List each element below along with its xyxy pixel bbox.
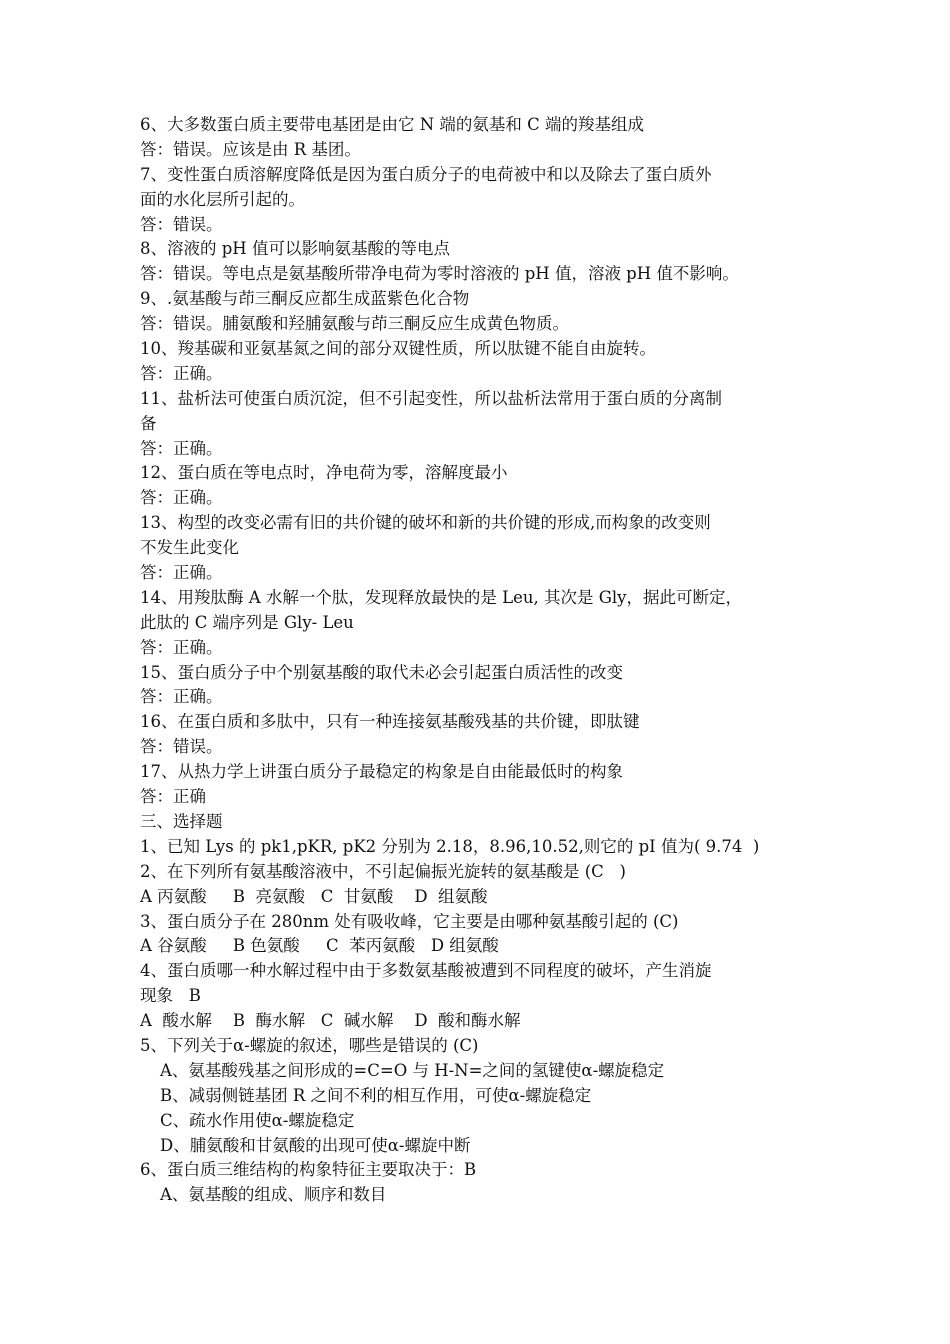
text-line: 答：错误。 [140,737,223,757]
document-page [140,113,820,1208]
text-line: 2、在下列所有氨基酸溶液中，不引起偏振光旋转的氨基酸是 (C ) [140,861,626,881]
text-line: 答：错误。脯氨酸和羟脯氨酸与茚三酮反应生成黄色物质。 [140,314,569,334]
text-line: 答：正确。 [140,363,223,383]
text-line: 3、蛋白质分子在 280nm 处有吸收峰，它主要是由哪种氨基酸引起的 (C) [140,911,679,931]
text-line: 备 [140,413,157,433]
text-line: 15、蛋白质分子中个别氨基酸的取代未必会引起蛋白质活性的改变 [140,662,623,682]
text-line: A 谷氨酸 B 色氨酸 C 苯丙氨酸 D 组氨酸 [140,936,499,956]
text-line: 13、构型的改变必需有旧的共价键的破坏和新的共价键的形成,而构象的改变则 [140,513,711,533]
text-line: 面的水化层所引起的。 [140,189,305,209]
text-line: 7、变性蛋白质溶解度降低是因为蛋白质分子的电荷被中和以及除去了蛋白质外 [140,164,712,184]
text-line: A、氨基酸的组成、顺序和数目 [160,1185,387,1205]
text-line: 答：正确。 [140,438,223,458]
text-line: 答：错误。等电点是氨基酸所带净电荷为零时溶液的 pH 值，溶液 pH 值不影响。 [140,264,739,284]
text-line: 答：正确。 [140,687,223,707]
text-line: 12、蛋白质在等电点时，净电荷为零，溶解度最小 [140,463,508,483]
text-line: 6、蛋白质三维结构的构象特征主要取决于：B [140,1160,477,1180]
text-line: A 酸水解 B 酶水解 C 碱水解 D 酸和酶水解 [140,1011,521,1031]
text-line: 答：正确。 [140,563,223,583]
text-line: 14、用羧肽酶 A 水解一个肽，发现释放最快的是 Leu, 其次是 Gly，据此可断定， [140,587,743,607]
text-line: 4、蛋白质哪一种水解过程中由于多数氨基酸被遭到不同程度的破坏，产生消旋 [140,961,712,981]
text-line: 11、盐析法可使蛋白质沉淀，但不引起变性，所以盐析法常用于蛋白质的分离制 [140,388,722,408]
text-line: A、氨基酸残基之间形成的=C=O 与 H-N=之间的氢键使α-螺旋稳定 [160,1060,665,1080]
text-line: 答：错误。 [140,214,223,234]
text-line: 16、在蛋白质和多肽中，只有一种连接氨基酸残基的共价键，即肽键 [140,712,640,732]
text-line: 8、溶液的 pH 值可以影响氨基酸的等电点 [140,239,450,259]
text-line: 5、下列关于α-螺旋的叙述，哪些是错误的 (C) [140,1035,479,1055]
text-line: 6、大多数蛋白质主要带电基团是由它 N 端的氨基和 C 端的羧基组成 [140,115,645,134]
text-line: 10、羧基碳和亚氨基氮之间的部分双键性质，所以肽键不能自由旋转。 [140,339,656,359]
text-line: 答：正确。 [140,488,223,508]
text-line: 不发生此变化 [140,538,239,558]
text-line: A 丙氨酸 B 亮氨酸 C 甘氨酸 D 组氨酸 [140,886,488,906]
text-line: 答：错误。应该是由 R 基团。 [140,139,361,159]
text-line: 9、.氨基酸与茚三酮反应都生成蓝紫色化合物 [140,289,470,309]
text-line: 答：正确 [140,787,206,807]
text-line: D、脯氨酸和甘氨酸的出现可使α-螺旋中断 [160,1135,471,1155]
text-line: 现象 B [140,986,201,1006]
text-line: 1、已知 Lys 的 pk1,pKR, pK2 分别为 2.18，8.96,10.52,则它的 pI 值为( 9.74 ) [140,836,760,856]
text-line: 答：正确。 [140,637,223,657]
text-line: 17、从热力学上讲蛋白质分子最稳定的构象是自由能最低时的构象 [140,762,623,782]
text-line: C、疏水作用使α-螺旋稳定 [160,1110,355,1130]
text-line: B、减弱侧链基团 R 之间不利的相互作用，可使α-螺旋稳定 [160,1085,592,1105]
text-line: 三、选择题 [140,811,223,831]
text-line: 此肽的 C 端序列是 Gly- Leu [140,612,354,632]
